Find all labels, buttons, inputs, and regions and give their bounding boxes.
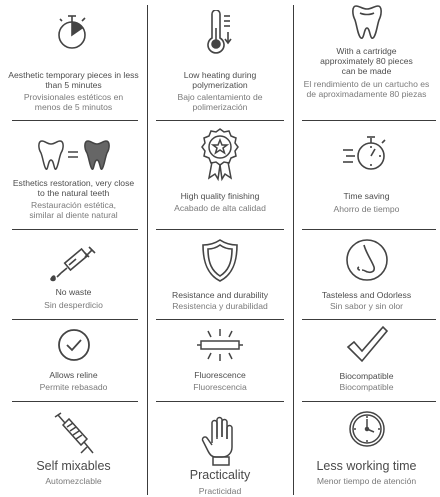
feature-subtitle: Permite rebasado	[39, 382, 108, 392]
feature-subtitle: Sin desperdicio	[44, 300, 103, 310]
feature-cell	[147, 0, 293, 120]
glove-hand-icon	[200, 415, 240, 467]
checkmark-icon	[345, 323, 389, 365]
stopwatch-icon	[54, 12, 94, 52]
feature-title: Esthetics restoration, very close to the natural teeth	[12, 178, 135, 198]
feature-subtitle: Acabado de alta calidad	[174, 203, 266, 213]
feature-subtitle: Resistencia y durabilidad	[172, 301, 268, 311]
feature-title: Biocompatible	[339, 371, 394, 381]
feature-title: Less working time	[316, 459, 417, 473]
feature-cell	[0, 0, 147, 120]
feature-cell	[147, 120, 293, 229]
feature-subtitle: Fluorescencia	[193, 382, 247, 392]
feature-subtitle: Bajo calentamiento de polimerización	[177, 92, 263, 112]
feature-subtitle: Ahorro de tiempo	[333, 204, 400, 214]
fast-stopwatch-icon	[341, 132, 393, 174]
feature-subtitle: Restauración estética, similar al diente natural	[29, 200, 118, 220]
feature-cell	[293, 401, 440, 497]
feature-cell	[0, 401, 147, 497]
thermometer-icon	[200, 10, 240, 54]
syringe-icon	[49, 243, 99, 283]
feature-cell	[293, 120, 440, 229]
feature-title: Allows reline	[49, 370, 98, 380]
feature-title: Practicality	[189, 468, 251, 482]
feature-cell	[147, 401, 293, 497]
feature-cell	[147, 319, 293, 401]
feature-cell	[293, 319, 440, 401]
feature-cell	[0, 319, 147, 401]
feature-cell	[0, 120, 147, 229]
feature-title: Time saving	[343, 191, 390, 201]
feature-title: Resistance and durability	[171, 290, 269, 300]
feature-title: Aesthetic temporary pieces in less than 5 minutes	[8, 70, 139, 90]
award-badge-icon	[199, 126, 241, 182]
feature-subtitle: Biocompatible	[339, 382, 394, 392]
tooth-icon	[350, 2, 384, 42]
tooth-equals-icon	[37, 138, 111, 172]
feature-title: Self mixables	[36, 459, 111, 473]
feature-title: Tasteless and Odorless	[321, 290, 412, 300]
check-circle-icon	[56, 327, 92, 363]
feature-subtitle: Practicidad	[198, 486, 242, 496]
feature-subtitle: Sin sabor y sin olor	[329, 301, 404, 311]
mixing-syringe-icon	[51, 411, 97, 457]
feature-subtitle: Menor tiempo de atención	[316, 476, 417, 486]
feature-title: No waste	[55, 287, 92, 297]
shield-icon	[200, 237, 240, 283]
feature-title: Low heating during polymerization	[183, 70, 257, 90]
feature-title: With a cartridge approximately 80 pieces can be made	[320, 46, 413, 76]
light-tube-icon	[193, 325, 247, 365]
feature-cell	[0, 229, 147, 319]
feature-subtitle: Automezclable	[45, 476, 102, 486]
clock-icon	[347, 409, 387, 449]
feature-cell	[293, 229, 440, 319]
feature-title: Fluorescence	[194, 370, 246, 380]
feature-title: High quality finishing	[180, 191, 260, 201]
feature-subtitle: El rendimiento de un cartucho es de aproximadamente 80 piezas	[303, 79, 430, 99]
feature-subtitle: Provisionales estéticos en menos de 5 minutos	[23, 92, 124, 112]
feature-cell	[293, 0, 440, 120]
feature-cell	[147, 229, 293, 319]
nose-icon	[344, 235, 390, 285]
